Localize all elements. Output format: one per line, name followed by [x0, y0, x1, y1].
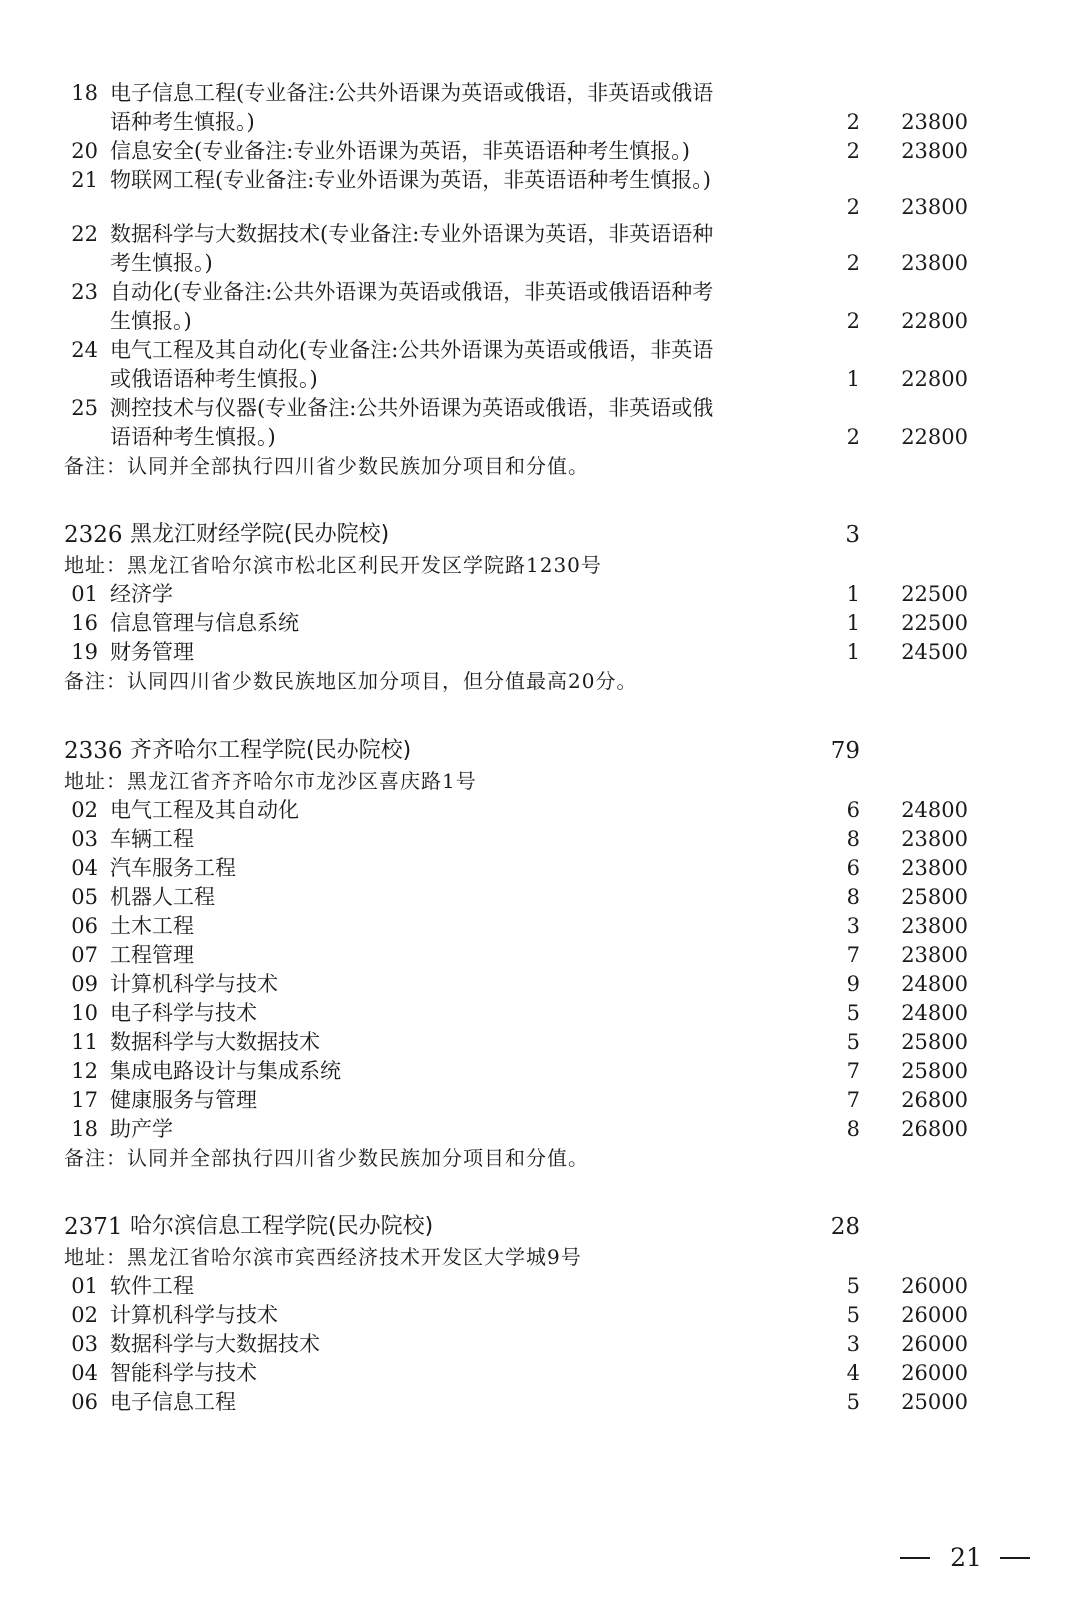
school-header — [0, 1212, 1080, 1242]
major-row-cont — [0, 107, 1080, 137]
major-row — [0, 579, 1080, 609]
major-code: 01 — [71, 582, 98, 606]
address-row — [0, 1242, 1080, 1272]
major-code: 20 — [71, 139, 98, 163]
major-code: 11 — [71, 1030, 98, 1054]
major-name: 电气工程及其自动化(专业备注:公共外语课为英语或俄语，非英语 — [110, 338, 714, 362]
tuition-fee: 22500 — [901, 611, 968, 635]
major-row — [0, 637, 1080, 667]
major-name: 电气工程及其自动化 — [110, 798, 299, 822]
major-name-cont: 考生慎报。) — [110, 251, 213, 275]
major-name: 智能科学与技术 — [110, 1361, 257, 1385]
major-name: 经济学 — [110, 582, 173, 606]
school-address: 地址：黑龙江省齐齐哈尔市龙沙区喜庆路1号 — [64, 769, 477, 793]
tuition-fee: 22800 — [901, 309, 968, 333]
enroll-count: 5 — [846, 1303, 860, 1327]
school-header — [0, 520, 1080, 550]
tuition-fee: 24800 — [901, 798, 968, 822]
major-row — [0, 1271, 1080, 1301]
enroll-count: 1 — [846, 582, 860, 606]
tuition-fee: 22800 — [901, 367, 968, 391]
major-name: 数据科学与大数据技术(专业备注:专业外语课为英语，非英语语种 — [110, 222, 714, 246]
major-code: 03 — [71, 827, 98, 851]
major-code: 06 — [71, 1390, 98, 1414]
tuition-fee: 24500 — [901, 640, 968, 664]
tuition-fee: 25000 — [901, 1390, 968, 1414]
major-code: 10 — [71, 1001, 98, 1025]
tuition-fee: 23800 — [901, 827, 968, 851]
school-total: 79 — [830, 738, 860, 764]
major-name-cont: 语语种考生慎报。) — [110, 425, 276, 449]
major-name: 电子信息工程 — [110, 1390, 236, 1414]
enroll-count: 7 — [846, 943, 860, 967]
major-row — [0, 1027, 1080, 1057]
enroll-count: 2 — [846, 195, 860, 219]
major-name: 财务管理 — [110, 640, 194, 664]
school-name: 哈尔滨信息工程学院(民办院校) — [130, 1214, 434, 1239]
enroll-count: 8 — [846, 885, 860, 909]
major-name: 测控技术与仪器(专业备注:公共外语课为英语或俄语，非英语或俄 — [110, 396, 714, 420]
major-code: 23 — [71, 280, 98, 304]
major-name: 物联网工程(专业备注:专业外语课为英语，非英语语种考生慎报。) — [110, 168, 711, 192]
major-name: 数据科学与大数据技术 — [110, 1030, 320, 1054]
major-code: 17 — [71, 1088, 98, 1112]
tuition-fee: 26000 — [901, 1361, 968, 1385]
note-row — [0, 1143, 1080, 1173]
major-name-cont: 语种考生慎报。) — [110, 110, 255, 134]
tuition-fee: 23800 — [901, 195, 968, 219]
major-row — [0, 219, 1080, 249]
major-row — [0, 335, 1080, 365]
tuition-fee: 25800 — [901, 1030, 968, 1054]
page-number: 21 — [950, 1543, 982, 1572]
school-address: 地址：黑龙江省哈尔滨市松北区利民开发区学院路1230号 — [64, 553, 602, 577]
enroll-count: 6 — [846, 798, 860, 822]
tuition-fee: 22500 — [901, 582, 968, 606]
major-row — [0, 853, 1080, 883]
school-total: 28 — [830, 1214, 860, 1240]
major-row-cont — [0, 306, 1080, 336]
note-row — [0, 451, 1080, 481]
major-row — [0, 969, 1080, 999]
enroll-count: 5 — [846, 1390, 860, 1414]
major-code: 16 — [71, 611, 98, 635]
enroll-count: 6 — [846, 856, 860, 880]
major-code: 04 — [71, 1361, 98, 1385]
page-folio — [900, 1538, 1040, 1578]
major-code: 02 — [71, 798, 98, 822]
major-code: 02 — [71, 1303, 98, 1327]
major-row — [0, 1300, 1080, 1330]
major-code: 06 — [71, 914, 98, 938]
school-code: 2336 — [64, 738, 123, 764]
major-row — [0, 824, 1080, 854]
major-name: 汽车服务工程 — [110, 856, 236, 880]
tuition-fee: 23800 — [901, 914, 968, 938]
enroll-count: 5 — [846, 1001, 860, 1025]
major-row — [0, 1358, 1080, 1388]
major-code: 24 — [71, 338, 98, 362]
tuition-fee: 22800 — [901, 425, 968, 449]
tuition-fee: 26000 — [901, 1303, 968, 1327]
tuition-fee: 23800 — [901, 139, 968, 163]
tuition-fee: 24800 — [901, 1001, 968, 1025]
major-row — [0, 136, 1080, 166]
tuition-fee: 25800 — [901, 885, 968, 909]
enroll-count: 3 — [846, 1332, 860, 1356]
major-code: 12 — [71, 1059, 98, 1083]
major-row — [0, 795, 1080, 825]
enroll-count: 1 — [846, 367, 860, 391]
school-name: 黑龙江财经学院(民办院校) — [130, 522, 390, 547]
note-row — [0, 666, 1080, 696]
enroll-count: 8 — [846, 1117, 860, 1141]
major-name: 计算机科学与技术 — [110, 1303, 278, 1327]
major-row — [0, 1056, 1080, 1086]
major-row-cont — [0, 248, 1080, 278]
major-row — [0, 1085, 1080, 1115]
tuition-fee: 26800 — [901, 1117, 968, 1141]
folio-dash-right — [1000, 1557, 1030, 1559]
school-name: 齐齐哈尔工程学院(民办院校) — [130, 738, 412, 763]
major-code: 07 — [71, 943, 98, 967]
major-row — [0, 998, 1080, 1028]
major-name: 信息安全(专业备注:专业外语课为英语，非英语语种考生慎报。) — [110, 139, 690, 163]
major-name: 电子信息工程(专业备注:公共外语课为英语或俄语，非英语或俄语 — [110, 81, 714, 105]
tuition-fee: 23800 — [901, 110, 968, 134]
major-name: 电子科学与技术 — [110, 1001, 257, 1025]
folio-dash-left — [900, 1557, 930, 1559]
tuition-fee: 26000 — [901, 1274, 968, 1298]
major-code: 19 — [71, 640, 98, 664]
enroll-count: 2 — [846, 139, 860, 163]
major-row — [0, 1387, 1080, 1417]
major-name-cont: 生慎报。) — [110, 309, 192, 333]
school-note: 备注：认同并全部执行四川省少数民族加分项目和分值。 — [64, 454, 589, 478]
major-name: 软件工程 — [110, 1274, 194, 1298]
tuition-fee: 23800 — [901, 251, 968, 275]
major-code: 22 — [71, 222, 98, 246]
major-name: 计算机科学与技术 — [110, 972, 278, 996]
tuition-fee: 26000 — [901, 1332, 968, 1356]
major-code: 05 — [71, 885, 98, 909]
major-name: 数据科学与大数据技术 — [110, 1332, 320, 1356]
major-code: 03 — [71, 1332, 98, 1356]
enroll-count: 9 — [846, 972, 860, 996]
major-name: 信息管理与信息系统 — [110, 611, 299, 635]
major-name: 健康服务与管理 — [110, 1088, 257, 1112]
major-row-cont — [0, 422, 1080, 452]
enroll-count: 3 — [846, 914, 860, 938]
major-name: 自动化(专业备注:公共外语课为英语或俄语，非英语或俄语语种考 — [110, 280, 714, 304]
major-row — [0, 277, 1080, 307]
enroll-count: 7 — [846, 1088, 860, 1112]
enroll-count: 1 — [846, 611, 860, 635]
address-row — [0, 766, 1080, 796]
major-name: 机器人工程 — [110, 885, 215, 909]
major-code: 25 — [71, 396, 98, 420]
enroll-count: 2 — [846, 110, 860, 134]
school-code: 2326 — [64, 522, 123, 548]
school-address: 地址：黑龙江省哈尔滨市宾西经济技术开发区大学城9号 — [64, 1245, 582, 1269]
major-code: 18 — [71, 81, 98, 105]
school-code: 2371 — [64, 1214, 123, 1240]
major-row-cont — [0, 364, 1080, 394]
major-row-cont — [0, 192, 1080, 222]
school-header — [0, 736, 1080, 766]
enroll-count: 5 — [846, 1274, 860, 1298]
major-row — [0, 78, 1080, 108]
enroll-count: 7 — [846, 1059, 860, 1083]
major-name: 土木工程 — [110, 914, 194, 938]
major-row — [0, 608, 1080, 638]
tuition-fee: 23800 — [901, 856, 968, 880]
tuition-fee: 24800 — [901, 972, 968, 996]
major-row — [0, 1329, 1080, 1359]
enroll-count: 2 — [846, 251, 860, 275]
major-code: 01 — [71, 1274, 98, 1298]
major-name: 车辆工程 — [110, 827, 194, 851]
major-code: 09 — [71, 972, 98, 996]
enroll-count: 4 — [846, 1361, 860, 1385]
enroll-count: 5 — [846, 1030, 860, 1054]
enroll-count: 2 — [846, 425, 860, 449]
enroll-count: 1 — [846, 640, 860, 664]
tuition-fee: 26800 — [901, 1088, 968, 1112]
major-code: 04 — [71, 856, 98, 880]
major-code: 21 — [71, 168, 98, 192]
major-row — [0, 911, 1080, 941]
major-row — [0, 1114, 1080, 1144]
major-row — [0, 940, 1080, 970]
major-name: 工程管理 — [110, 943, 194, 967]
school-note: 备注：认同四川省少数民族地区加分项目，但分值最高20分。 — [64, 669, 638, 693]
major-name-cont: 或俄语语种考生慎报。) — [110, 367, 318, 391]
major-row — [0, 165, 1080, 195]
address-row — [0, 550, 1080, 580]
major-name: 助产学 — [110, 1117, 173, 1141]
major-code: 18 — [71, 1117, 98, 1141]
school-total: 3 — [845, 522, 860, 548]
major-row — [0, 882, 1080, 912]
tuition-fee: 23800 — [901, 943, 968, 967]
major-row — [0, 393, 1080, 423]
tuition-fee: 25800 — [901, 1059, 968, 1083]
major-name: 集成电路设计与集成系统 — [110, 1059, 341, 1083]
enroll-count: 2 — [846, 309, 860, 333]
enroll-count: 8 — [846, 827, 860, 851]
school-note: 备注：认同并全部执行四川省少数民族加分项目和分值。 — [64, 1146, 589, 1170]
